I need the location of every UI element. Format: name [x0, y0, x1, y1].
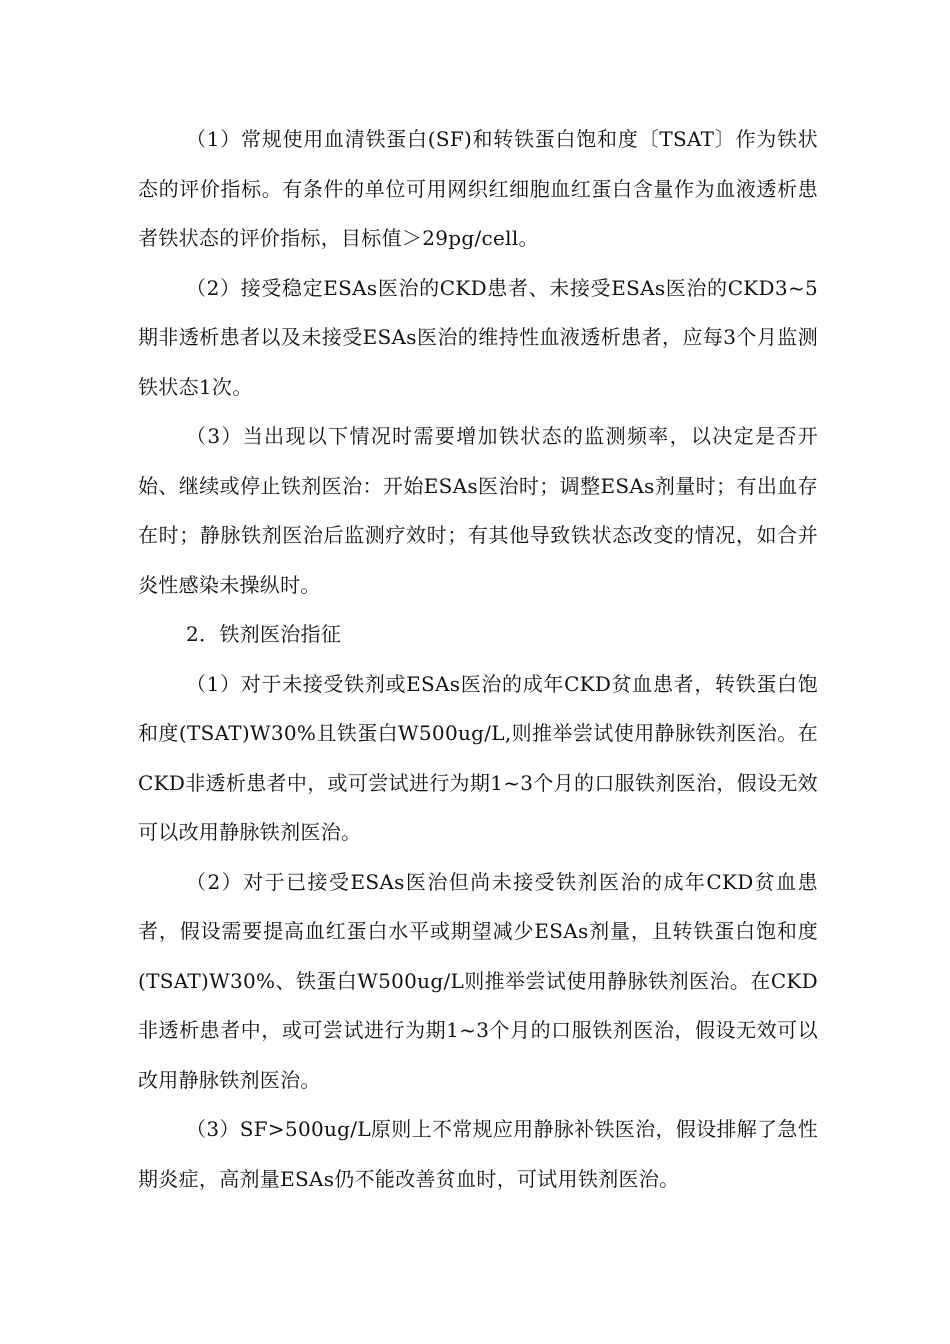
paragraph-indication-esa-treated: （2）对于已接受ESAs医治但尚未接受铁剂医治的成年CKD贫血患者，假设需要提高血红蛋白水平或期望减少ESAs剂量，且转铁蛋白饱和度(TSAT)W30%、铁蛋白W500ug/L则推举尝试使用静脉铁剂医治。在CKD非透析患者中，或可尝试进行为期1~3个月的口服铁剂医治，假设无效可以改用静脉铁剂医治。 [138, 869, 818, 1092]
paragraph-iron-status-indicators: （1）常规使用血清铁蛋白(SF)和转铁蛋白饱和度〔TSAT〕作为铁状态的评价指标。有条件的单位可用网织红细胞血红蛋白含量作为血液透析患者铁状态的评价指标，目标值＞29pg/cell。 [138, 127, 818, 250]
paragraph-increase-monitoring: （3）当出现以下情况时需要增加铁状态的监测频率，以决定是否开始、继续或停止铁剂医治：开始ESAs医治时；调整ESAs剂量时；有出血存在时；静脉铁剂医治后监测疗效时；有其他导致铁状态改变的情况，如合并炎性感染未操纵时。 [138, 424, 818, 597]
paragraph-indication-untreated: （1）对于未接受铁剂或ESAs医治的成年CKD贫血患者，转铁蛋白饱和度(TSAT)W30%且铁蛋白W500ug/L,则推举尝试使用静脉铁剂医治。在CKD非透析患者中，或可尝试进行为期1~3个月的口服铁剂医治，假设无效可以改用静脉铁剂医治。 [138, 671, 818, 844]
document-body [138, 115, 818, 1204]
paragraph-monitoring-frequency: （2）接受稳定ESAs医治的CKD患者、未接受ESAs医治的CKD3~5期非透析患者以及未接受ESAs医治的维持性血液透析患者，应每3个月监测铁状态1次。 [138, 275, 818, 399]
paragraph-sf-threshold: （3）SF>500ug/L原则上不常规应用静脉补铁医治，假设排解了急性期炎症，高剂量ESAs仍不能改善贫血时，可试用铁剂医治。 [138, 1117, 818, 1191]
section-heading-iron-indications: 2．铁剂医治指征 [186, 622, 342, 646]
